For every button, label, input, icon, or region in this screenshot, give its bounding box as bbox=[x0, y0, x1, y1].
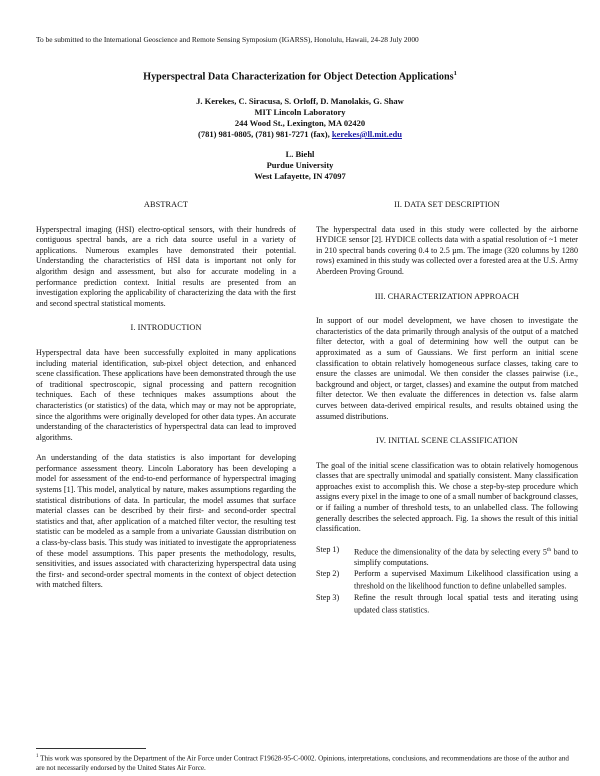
submission-note: To be submitted to the International Geoscience and Remote Sensing Symposium (IGARSS), Honolulu, Hawaii, 24-28 July 2000 bbox=[36, 35, 419, 44]
step-item bbox=[316, 545, 578, 569]
data-set-text: The hyperspectral data used in this study were collected by the airborne HYDICE sensor [2]. HYDICE collects data with a spatial resolution of ~1 meter in 210 spectral bands covering 0.4 to 2.5 µm. The image (320 columns by 1280 rows) examined in this study was collected over a forested area at the U.S. Army Aberdeen Proving Ground. bbox=[316, 224, 578, 276]
author-email-link[interactable]: kerekes@ll.mit.edu bbox=[331, 129, 402, 139]
classification-text: The goal of the initial scene classification was to obtain relatively homogenous classes that are spectrally unimodal and spatially consistent. Many classification approaches exist to accomplish this. We chose a step-by-step procedure which assigns every pixel in the image to one of a small number of background classes, or if failing a number of threshold tests, to an unlabelled class. The following generally describes the selected approach. Fig. 1a shows the result of this initial classification. bbox=[316, 460, 578, 534]
data-set-heading: II. DATA SET DESCRIPTION bbox=[394, 200, 500, 209]
author-contact bbox=[0, 129, 600, 140]
introduction-paragraph-2: An understanding of the data statistics is also important for developing performance assessment theory. Lincoln Laboratory has been developing a model for assessment of the end-to-end performance of hyperspectral imaging systems [1]. This model, analytical by nature, makes assumptions regarding the statistical distributions of data. In particular, the model assumes that surface material classes can be described by their first- and second-order spectral statistics and that, after application of a matched filter vector, the resulting test statistic can be modeled as a sample from a univariate Gaussian distribution on a class-by-class basis. This study was initiated to investigate the appropriateness of these model assumptions. This paper presents the methodology, results, sensitivities, and issues associated with characterizing hyperspectral data using the first- and second-order spectral moments in the context of object detection with matched filters. bbox=[36, 453, 296, 590]
abstract-heading: ABSTRACT bbox=[143, 200, 189, 209]
step-text: Reduce the dimensionality of the data by selecting every 5th band to simplify computations. bbox=[354, 546, 579, 568]
step-label: Step 1) bbox=[316, 544, 340, 554]
author-address: 244 Wood St., Lexington, MA 02420 bbox=[234, 118, 366, 128]
introduction-paragraph-1: Hyperspectral data have been successfully exploited in many applications including material identification, sub-pixel object detection, and enhanced scene classification. These applications have been demonstrated through the use of traditional spectroscopic, signal processing and pattern recognition techniques. Each of these techniques makes assumptions about the characteristics (or statistics) of the data, which may or may not be appropriate, since the algorithms were originally developed for other data types. An accurate understanding of the characteristics of hyperspectral data can lead to improved algorithms. bbox=[36, 347, 296, 442]
step-text: Perform a supervised Maximum Likelihood classification using a threshold on the likelihood function to define unlabelled samples. bbox=[354, 568, 578, 591]
step-label: Step 2) bbox=[316, 568, 340, 578]
footnote-divider bbox=[36, 748, 146, 749]
title-footnote-mark: 1 bbox=[453, 70, 457, 77]
classification-steps bbox=[316, 545, 578, 617]
title-text: Hyperspectral Data Characterization for Object Detection Applications bbox=[143, 71, 454, 83]
author-phone: (781) 981-0805, (781) 981-7271 (fax), bbox=[198, 129, 330, 139]
step-item bbox=[316, 593, 578, 617]
classification-heading: IV. INITIAL SCENE CLASSIFICATION bbox=[376, 436, 518, 446]
footnote-text: This work was sponsored by the Department of the Air Force under Contract F19628-95-C-0002. Opinions, interpretations, conclusions, and recommendations are those of the author and are not necessarily endorsed by the United States Air Force. bbox=[36, 754, 569, 772]
author-lab: MIT Lincoln Laboratory bbox=[254, 107, 346, 117]
introduction-heading: I. INTRODUCTION bbox=[130, 323, 202, 333]
footnote-mark: 1 bbox=[36, 754, 39, 759]
paper-title bbox=[0, 70, 600, 82]
left-column bbox=[36, 200, 296, 591]
footnote bbox=[36, 752, 576, 773]
author-names: J. Kerekes, C. Siracusa, S. Orloff, D. Manolakis, G. Shaw bbox=[196, 96, 404, 106]
author-block-secondary bbox=[0, 149, 600, 182]
second-author-address: West Lafayette, IN 47097 bbox=[254, 171, 346, 181]
step-label: Step 3) bbox=[316, 592, 340, 602]
right-column bbox=[316, 200, 578, 616]
abstract-text: Hyperspectral imaging (HSI) electro-optical sensors, with their hundreds of contiguous spectral bands, are a rich data source useful in a variety of applications. Numerous examples have demonstrated their potential. Understanding the characteristics of HSI data is important not only for algorithm design and assessment, but also for accurate modeling in a performance prediction context. Initial results are presented from an investigation exploring the applicability of characterizing the data with the first and second spectral statistical moments. bbox=[36, 224, 296, 308]
author-block-primary bbox=[0, 96, 600, 140]
step-item bbox=[316, 569, 578, 593]
step-text: Refine the result through local spatial tests and iterating using updated class statistics. bbox=[354, 592, 578, 615]
second-author-affiliation: Purdue University bbox=[266, 160, 334, 170]
approach-text: In support of our model development, we have chosen to investigate the characteristics of the data primarily through analysis of the output of a matched filter detector, with a goal of determining how well the output can be approximated as a sum of Gaussians. We first perform an initial scene classification to obtain relatively homogeneous surface classes, taking care to ensure the classes are unimodal. We then consider the classes pairwise (i.e., background and object, or target, classes) and examine the output from matched filter detector. We then evaluate the differences in detection vs. false alarm curves between data-derived empirical results, and results obtained using the assumed distributions. bbox=[316, 316, 578, 421]
second-author-name: L. Biehl bbox=[285, 149, 315, 159]
approach-heading: III. CHARACTERIZATION APPROACH bbox=[374, 291, 520, 301]
